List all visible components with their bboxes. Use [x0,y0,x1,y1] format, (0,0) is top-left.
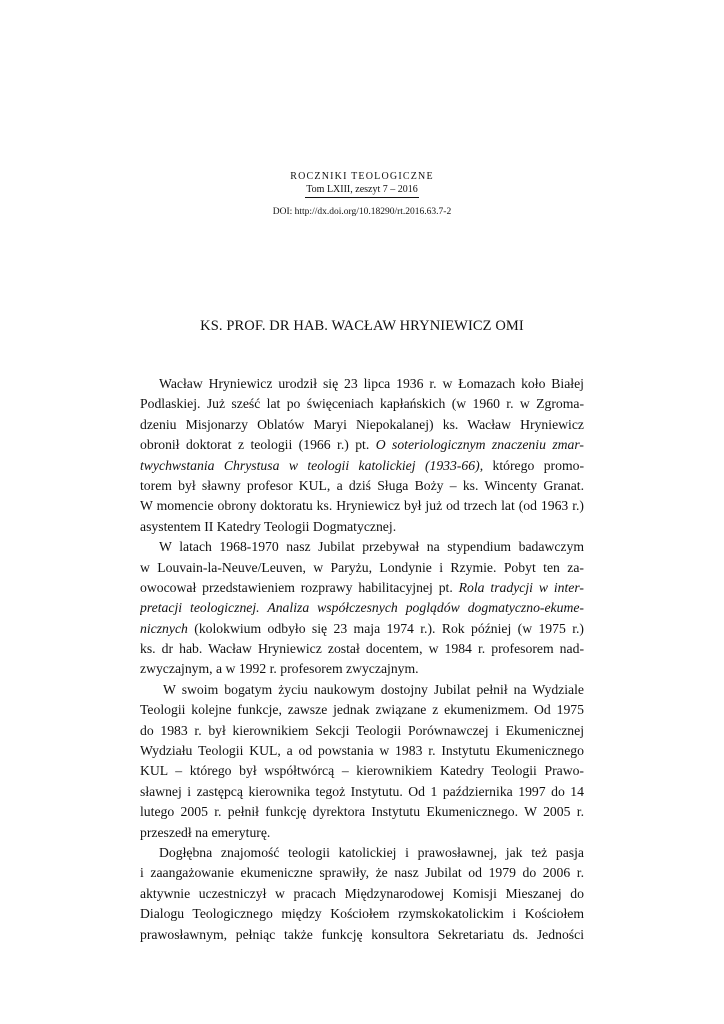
text-line [140,598,584,618]
text-segment: Dialogu Teologicznego między Kościołem rzymskokatolickim i Kościołem [140,906,584,922]
text-line [140,435,584,455]
text-line [140,456,584,476]
text-line [140,476,584,496]
text-line [140,639,584,659]
text-segment: do 1983 r. był kierownikiem Sekcji Teologii Porównawczej i Ekumenicznej [140,722,584,738]
text-segment: Wydziału Teologii KUL, a od powstania w 1983 r. Instytutu Ekumenicznego [140,743,584,759]
text-line [140,782,584,802]
text-line [140,517,584,537]
text-segment: (kolokwium odbyło się 23 maja 1974 r.). Rok później (w 1975 r.) [187,620,584,636]
volume-info [0,184,724,198]
text-line [140,741,584,761]
text-line [140,578,584,598]
text-line [140,680,584,700]
doi-line: DOI: http://dx.doi.org/10.18290/rt.2016.63.7-2 [272,207,452,217]
text-segment: asystentem II Katedry Teologii Dogmatycznej. [140,518,397,534]
text-line [140,415,584,435]
text-line [140,823,584,843]
text-segment: dzeniu Misjonarzy Oblatów Maryi Niepokalanej) ks. Wacław Hryniewicz [140,416,584,432]
text-segment: sławnej i zastępcą kierownika tegoż Instytutu. Od 1 października 1997 do 14 [140,783,584,799]
volume-text: Tom LXIII, zeszyt 7 – 2016 [305,184,419,198]
italic-text: pretacji teologicznej. Analiza współczesnych poglądów dogmatyczno-ekume- [140,600,584,616]
text-segment: prawosławnym, pełniąc także funkcję konsultora Sekretariatu ds. Jedności [140,926,584,942]
text-line [140,659,584,679]
text-segment: obronił doktorat z teologii (1966 r.) pt. [140,437,376,453]
text-segment: W momencie obrony doktoratu ks. Hryniewicz był już od trzech lat (od 1963 r.) [140,498,584,514]
journal-name: ROCZNIKI TEOLOGICZNE [290,171,434,182]
text-segment: zwyczajnym, a w 1992 r. profesorem zwyczajnym. [140,661,419,677]
text-line [140,721,584,741]
text-line [140,761,584,781]
text-segment: lutego 2005 r. pełnił funkcję dyrektora Instytutu Ekumenicznego. W 2005 r. [140,804,584,820]
italic-text: O soteriologicznym znaczeniu zmar- [375,437,584,453]
text-line [140,925,584,945]
text-line [140,558,584,578]
text-segment: KUL – którego był współtwórcą – kierownikiem Katedry Teologii Prawo- [140,763,584,779]
text-segment: Dogłębna znajomość teologii katolickiej i prawosławnej, jak też pasja [159,844,584,860]
article-title: KS. PROF. DR HAB. WACŁAW HRYNIEWICZ OMI [200,318,524,334]
text-line [140,843,584,863]
text-segment: owocował przedstawieniem rozprawy habilitacyjnej pt. [140,579,459,595]
text-segment: torem był sławny profesor KUL, a dziś Sługa Boży – ks. Wincenty Granat. [140,477,584,493]
text-line [140,884,584,904]
text-segment: Teologii kolejne funkcje, zawsze jednak związane z ekumenizmem. Od 1975 [140,702,584,718]
italic-text: twychwstania Chrystusa w teologii katolickiej (1933-66) [140,457,480,473]
text-segment: w Louvain-la-Neuve/Leuven, w Paryżu, Londynie i Rzymie. Pobyt ten za- [140,559,584,575]
text-segment: ks. dr hab. Wacław Hryniewicz został docentem, w 1984 r. profesorem nad- [140,641,584,657]
text-line [140,863,584,883]
text-segment: , którego promo- [479,457,584,473]
text-segment: Podlaskiej. Już sześć lat po święceniach kapłańskich (w 1960 r. w Zgroma- [140,396,584,412]
article-body [140,374,584,945]
text-line [140,700,584,720]
text-line [140,374,584,394]
text-line [140,619,584,639]
text-segment: W latach 1968-1970 nasz Jubilat przebywał na stypendium badawczym [159,539,584,555]
text-segment: aktywnie uczestniczył w pracach Międzynarodowej Komisji Mieszanej do [140,885,584,901]
text-segment: W swoim bogatym życiu naukowym dostojny Jubilat pełnił na Wydziale [163,681,584,697]
text-line [140,496,584,516]
text-line [140,802,584,822]
italic-text: nicznych [140,620,188,636]
text-segment: Wacław Hryniewicz urodził się 23 lipca 1936 r. w Łomazach koło Białej [159,376,584,391]
text-line [140,394,584,414]
text-line [140,904,584,924]
italic-text: Rola tradycji w inter- [458,579,584,595]
text-line [140,537,584,557]
text-segment: przeszedł na emeryturę. [140,824,271,840]
text-segment: i zaangażowanie ekumeniczne sprawiły, że nasz Jubilat od 1979 do 2006 r. [140,865,584,881]
